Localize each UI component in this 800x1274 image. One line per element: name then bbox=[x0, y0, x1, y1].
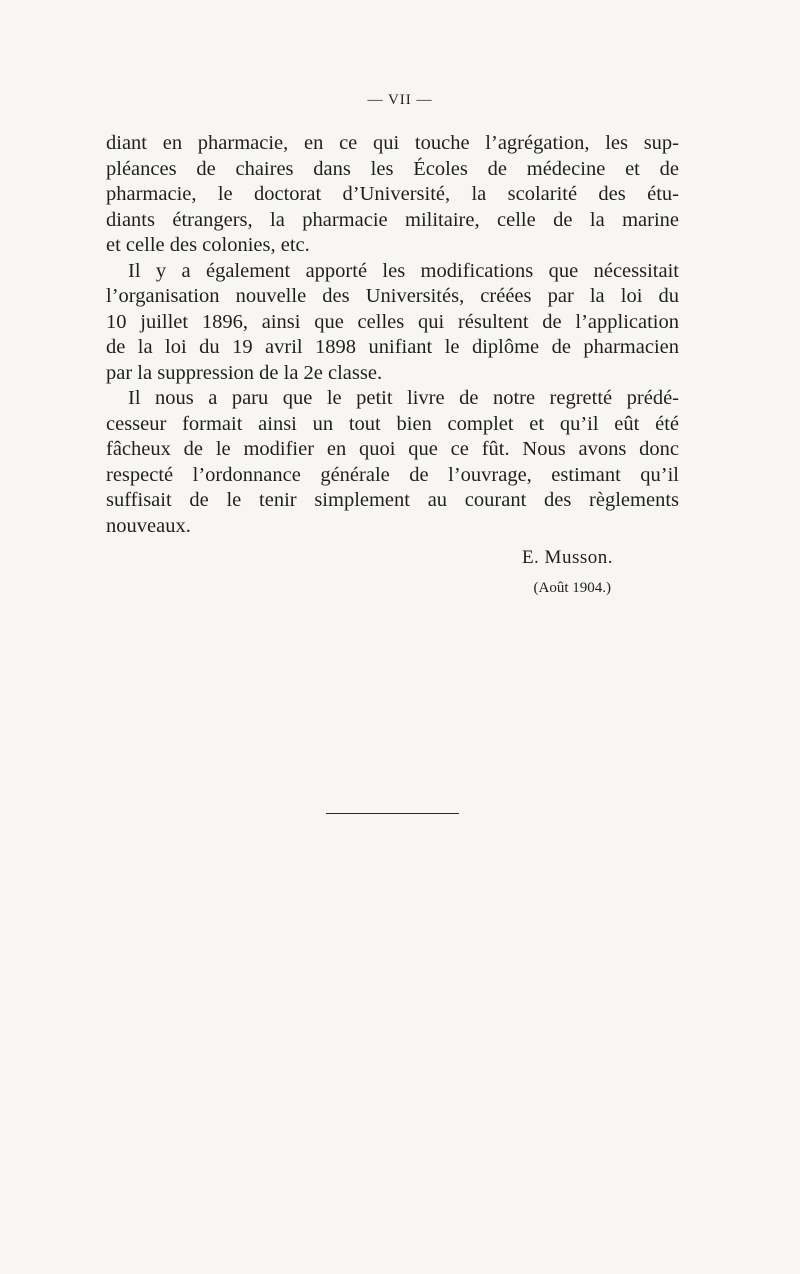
text-line: diants étrangers, la pharmacie militaire, celle de la marine bbox=[106, 208, 679, 231]
text-line: de la loi du 19 avril 1898 unifiant le diplôme de pharmacien bbox=[106, 336, 679, 358]
body-text bbox=[106, 131, 679, 539]
signature-date: (Août 1904.) bbox=[533, 580, 611, 596]
text-line: Il y a également apporté les modifications que nécessitait bbox=[128, 259, 679, 282]
closing-rule bbox=[326, 813, 459, 814]
text-line: l’organisation nouvelle des Universités, créées par la loi du bbox=[106, 285, 679, 307]
text-line: par la suppression de la 2e classe. bbox=[106, 361, 383, 384]
text-line: 10 juillet 1896, ainsi que celles qui résultent de l’application bbox=[106, 310, 679, 333]
text-line: diant en pharmacie, en ce qui touche l’agrégation, les sup- bbox=[106, 132, 679, 154]
text-line: fâcheux de le modifier en quoi que ce fût. Nous avons donc bbox=[106, 438, 679, 460]
text-line: Il nous a paru que le petit livre de notre regretté prédé- bbox=[128, 387, 679, 409]
text-line: suffisait de le tenir simplement au courant des règlements bbox=[106, 489, 679, 511]
text-line: cesseur formait ainsi un tout bien complet et qu’il eût été bbox=[106, 412, 679, 435]
text-line: pharmacie, le doctorat d’Université, la scolarité des étu- bbox=[106, 183, 679, 205]
text-line: et celle des colonies, etc. bbox=[106, 234, 310, 256]
text-line: pléances de chaires dans les Écoles de médecine et de bbox=[106, 157, 679, 180]
signature-name: E. Musson. bbox=[521, 547, 613, 568]
text-line: respecté l’ordonnance générale de l’ouvrage, estimant qu’il bbox=[106, 463, 679, 486]
page-number: — VII — bbox=[367, 92, 433, 108]
text-line: nouveaux. bbox=[106, 514, 191, 537]
